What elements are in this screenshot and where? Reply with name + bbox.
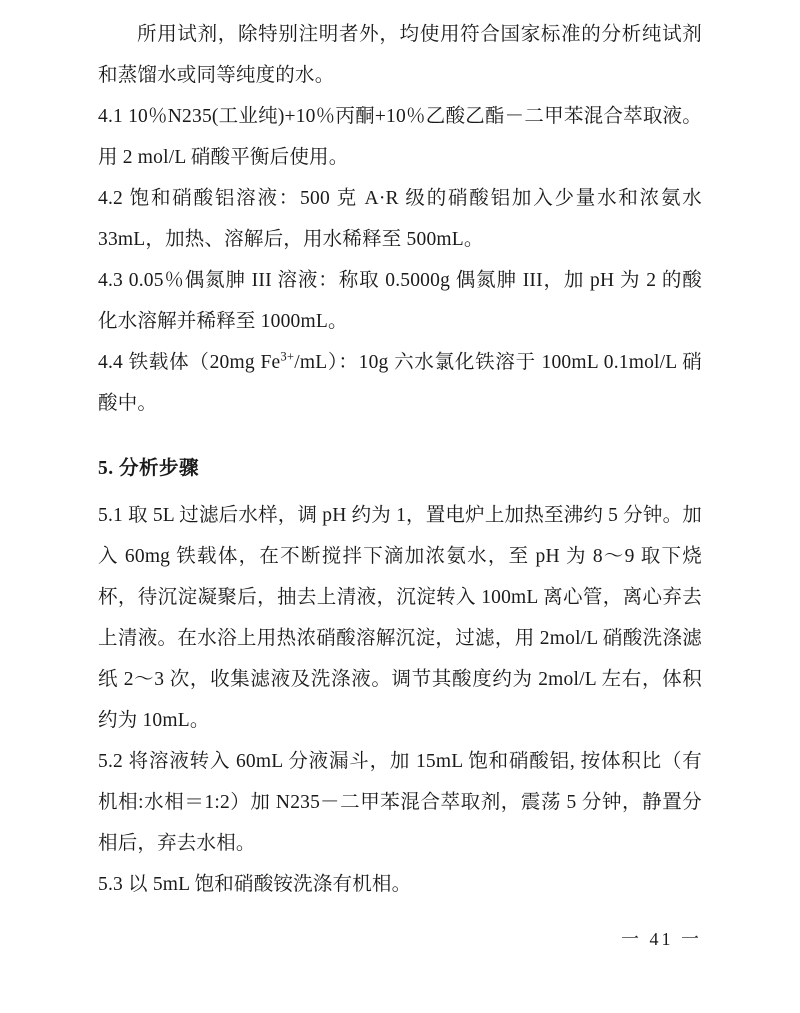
paragraph-step-5-2: 5.2 将溶液转入 60mL 分液漏斗，加 15mL 饱和硝酸铝, 按体积比（有机相:水相＝1:2）加 N235－二甲苯混合萃取剂，震荡 5 分钟，静置分相后，弃去水相。 [98, 751, 702, 854]
page-number-footer: 一 41 一 [621, 929, 702, 949]
paragraph-item-4-1: 4.1 10％N235(工业纯)+10％丙酮+10％乙酸乙酯－二甲苯混合萃取液。用 2 mol/L 硝酸平衡后使用。 [98, 106, 702, 168]
item-4-4-prefix: 4.4 铁载体（20mg Fe [98, 352, 281, 373]
paragraph-step-5-1: 5.1 取 5L 过滤后水样，调 pH 约为 1，置电炉上加热至沸约 5 分钟。加入 60mg 铁载体，在不断搅拌下滴加浓氨水，至 pH 为 8～9 取下烧杯，待沉淀凝聚后，抽去上清液，沉淀转入 100mL 离心管，离心弃去上清液。在水浴上用热浓硝酸溶解沉淀，过滤，用 2mol/L 硝酸洗涤滤纸 2～3 次，收集滤液及洗涤液。调节其酸度约为 2mol/L 左右，体积约为 10mL。 [98, 505, 702, 731]
section-heading-analysis-steps: 5. 分析步骤 [98, 458, 200, 479]
paragraph-intro: 所用试剂，除特别注明者外，均使用符合国家标准的分析纯试剂和蒸馏水或同等纯度的水。 [98, 24, 702, 86]
paragraph-item-4-3: 4.3 0.05％偶氮胂 III 溶液：称取 0.5000g 偶氮胂 III，加 pH 为 2 的酸化水溶解并稀释至 1000mL。 [98, 270, 702, 332]
item-4-4-suffix: /mL）：10g 六水氯化铁溶于 100mL 0.1mol/L 硝酸中。 [98, 352, 702, 414]
paragraph-item-4-4 [98, 342, 702, 424]
item-4-4-superscript: 3+ [280, 349, 295, 364]
paragraph-item-4-2: 4.2 饱和硝酸铝溶液：500 克 A·R 级的硝酸铝加入少量水和浓氨水33mL，加热、溶解后，用水稀释至 500mL。 [98, 188, 702, 250]
spacer [98, 424, 702, 434]
paragraph-step-5-3: 5.3 以 5mL 饱和硝酸铵洗涤有机相。 [98, 874, 412, 895]
